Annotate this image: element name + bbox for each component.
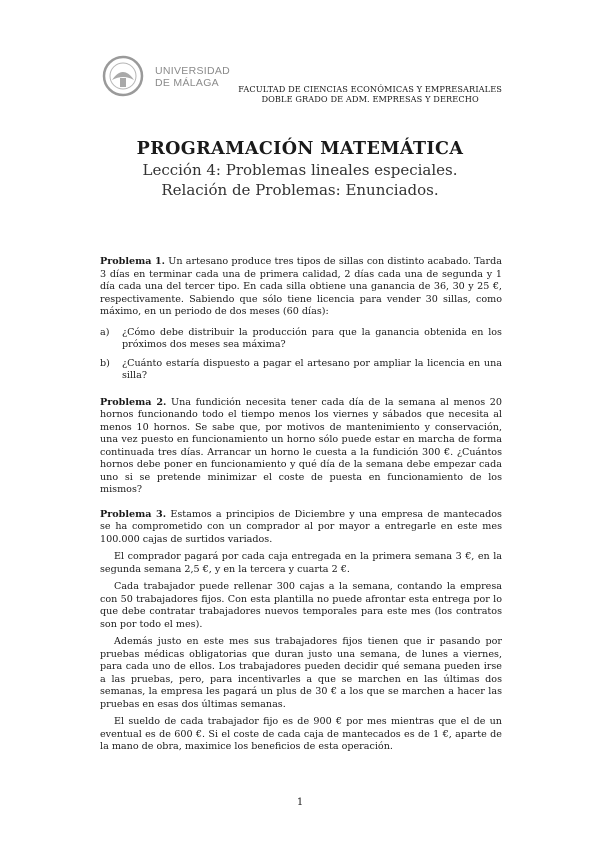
- problem-paragraph: El sueldo de cada trabajador fijo es de 900 € por mes mientras que el de un eventual es de 600 €. Si el coste de cada caja de mantecados es de 1 €, aparte de la mano de obra, maximice los beneficios de esta operación.: [100, 716, 502, 752]
- page-number: 1: [296, 797, 304, 808]
- problem-questions: [100, 327, 502, 383]
- faculty-line1: FACULTAD DE CIENCIAS ECONÓMICAS Y EMPRESARIALES: [238, 84, 502, 94]
- problem-2: [100, 397, 502, 497]
- problem-paragraph: [100, 256, 502, 319]
- problem-label: Problema 1.: [100, 256, 166, 267]
- list-marker: a): [100, 326, 110, 338]
- lesson-subtitle: Lección 4: Problemas lineales especiales.: [142, 161, 458, 179]
- problem-text: Estamos a principios de Diciembre y una empresa de mantecados se ha comprometido con un comprador al por mayor a entregarle en este mes 100.000 cajas de surtidos variados.: [100, 508, 502, 545]
- list-item-text: ¿Cómo debe distribuir la producción para que la ganancia obtenida en los próximos dos meses sea máxima?: [122, 326, 502, 350]
- university-line1: UNIVERSIDAD: [155, 65, 231, 77]
- problem-label: Problema 3.: [100, 508, 167, 520]
- problem-text: Un artesano produce tres tipos de sillas con distinto acabado. Tarda 3 días en terminar cada una de primera calidad, 2 días cada una de segunda y 1 día cada una del tercer tipo. En cada silla obtiene una ganancia de 36, 30 y 25 €, respectivamente. Sabiendo que sólo tiene licencia para vender 30 sillas, como máximo, en un periodo de dos meses (60 días):: [100, 256, 502, 317]
- problem-label: Problema 2.: [100, 396, 167, 408]
- problem-paragraph: El comprador pagará por cada caja entregada en la primera semana 3 €, en la segunda semana 2,5 €, y en la tercera y cuarta 2 €.: [100, 551, 502, 575]
- faculty-line2: DOBLE GRADO DE ADM. EMPRESAS Y DERECHO: [261, 94, 479, 104]
- title-block: [0, 138, 600, 200]
- page-title: PROGRAMACIÓN MATEMÁTICA: [136, 139, 464, 159]
- relation-subtitle: Relación de Problemas: Enunciados.: [161, 181, 439, 199]
- problem-1: [100, 256, 502, 383]
- list-item-text: ¿Cuánto estaría dispuesto a pagar el artesano por ampliar la licencia en una silla?: [122, 357, 502, 381]
- problem-text: Una fundición necesita tener cada día de la semana al menos 20 hornos funcionando todo el tiempo menos los viernes y sábados que necesita al menos 10 hornos. Se sabe que, por motivos de mantenimiento y conservación, una vez puesto en funcionamiento un horno sólo puede estar en marcha de forma continuada tres días. Arrancar un horno le cuesta a la fundición 300 €. ¿Cuántos hornos debe poner en funcionamiento y qué día de la semana debe empezar cada uno si se pretende minimizar el coste de puesta en funcionamiento de los mismos?: [100, 396, 502, 495]
- list-item: [100, 326, 502, 352]
- list-item: [100, 357, 502, 383]
- problem-3: [100, 509, 502, 754]
- university-name: [155, 65, 230, 89]
- problem-paragraph: [100, 509, 502, 547]
- faculty-header: [238, 84, 502, 104]
- problem-paragraph: [100, 397, 502, 497]
- list-marker: b): [100, 357, 110, 369]
- problem-paragraph: Cada trabajador puede rellenar 300 cajas a la semana, contando la empresa con 50 trabajadores fijos. Con esta plantilla no puede afrontar esta entrega por lo que debe contratar trabajadores nuevos temporales para este mes (los contratos son por todo el mes).: [100, 581, 502, 630]
- problem-paragraph: Además justo en este mes sus trabajadores fijos tienen que ir pasando por pruebas médicas obligatorias que duran justo una semana, de lunes a viernes, para cada uno de ellos. Los trabajadores pueden decidir qué semana pueden irse a las pruebas, pero, para incentivarles a que se marchen en las últimas dos semanas, la empresa les pagará un plus de 30 € a los que se marchen a hacer las pruebas en esas dos últimas semanas.: [100, 636, 502, 710]
- document-body: [100, 256, 502, 766]
- university-line2: DE MÁLAGA: [155, 77, 219, 89]
